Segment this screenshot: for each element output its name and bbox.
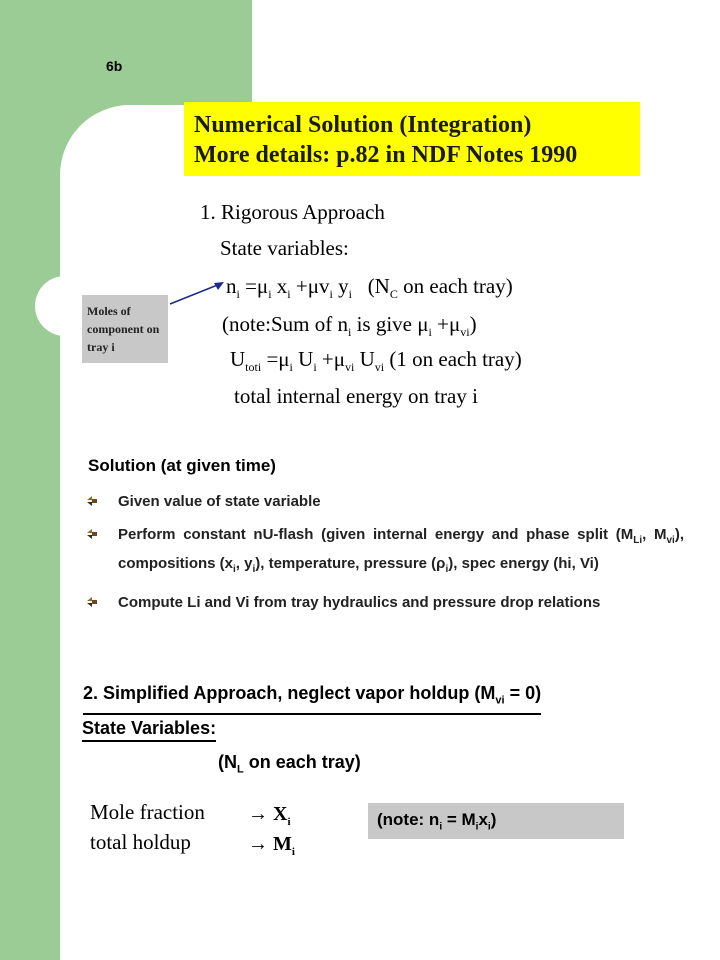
solution-heading: Solution (at given time) [88,456,276,475]
list-item: Perform constant nU-flash (given internal energy and phase split ($M_{Li}$, $M_{vi}$), compositions ($x_i$, $y_i$), temperature, pressure $(\rho_i)$, spec energy (hi, Vi) [84,523,684,581]
map-mi: → $M_i$ [248,833,295,858]
equation-n: $n_i =\mu_i$ $x_i +\mu v_i$ $y_i$ ($N_C$ on each tray) [226,274,513,302]
bullet-text-2a: Perform constant nU-flash (given internal energy and phase split (M [118,526,634,543]
equation-u: $U_{toti} =\mu_i$ $U_i +\mu_{vi}$ $U_{vi}$ (1 on each tray) [230,347,522,375]
moles-callout: Moles of component on tray i [82,295,168,363]
energy-line: total internal energy on tray i [234,384,478,408]
simplified-heading [83,681,541,715]
bullet-text-1: Given value of state variable [118,493,321,510]
equation-note: (note:Sum of $n_i$ is give $\mu_i +\mu_{vi}$) [222,312,477,340]
mole-fraction-label: Mole fraction [90,800,205,824]
note-d: ) [490,810,497,829]
bullet-text-2f: ), spec energy (hi, Vi) [448,555,599,572]
callout-arrow [168,280,228,310]
map-mi-text: → M [248,833,292,855]
note-line-mid: is give [351,312,418,336]
n-tail: (N [367,274,390,298]
bullet-icon [86,528,98,540]
list-item [84,490,684,513]
map-xi: → $X_i$ [248,803,291,828]
title-box [184,102,640,176]
nl-sub: L [237,763,244,776]
nl-b: on each tray) [243,752,361,772]
bullet-text-3: Compute Li and Vi from tray hydraulics and pressure drop relations [118,594,601,611]
list-item [84,591,684,614]
bullet-icon [86,495,98,507]
nl-a: (N [218,752,237,772]
simplified-heading-b: = 0) [504,683,542,703]
bullet-icon [86,596,98,608]
note-b: = M [442,810,476,829]
bullet-text-2b: , M [642,526,667,543]
simplified-heading-a: 2. Simplified Approach, neglect vapor holdup (M [83,683,496,703]
note-box: (note: $n_i = M_ix_i$) [368,803,624,839]
slide-number: 6b [106,58,123,74]
title-line-2: More details: p.82 in NDF Notes 1990 [194,142,578,168]
total-holdup-label: total holdup [90,830,191,854]
bullet-text-2c: ), compositions (x [118,526,684,572]
u-tail: (1 on each tray) [384,347,522,371]
bullet-text-2d: , y [235,555,253,572]
note-a: (note: n [377,810,440,829]
state-variables-label: State variables: [220,236,349,260]
title-line-1: Numerical Solution (Integration) [194,112,532,138]
simplified-heading-sub: vi [495,694,505,707]
n-tail-end: on each tray) [397,274,513,298]
rigorous-heading: 1. Rigorous Approach [200,200,385,224]
state-variables-heading: State Variables: [82,716,216,742]
note-c: x [478,810,488,829]
map-xi-text: → X [248,803,288,825]
note-line: (note:Sum of n [222,312,348,336]
nl-line [218,750,361,782]
bullet-text-2e: ), temperature, pressure (ρ [255,555,446,572]
n-tail-sub: C [389,287,398,302]
solution-bullets [84,490,684,624]
